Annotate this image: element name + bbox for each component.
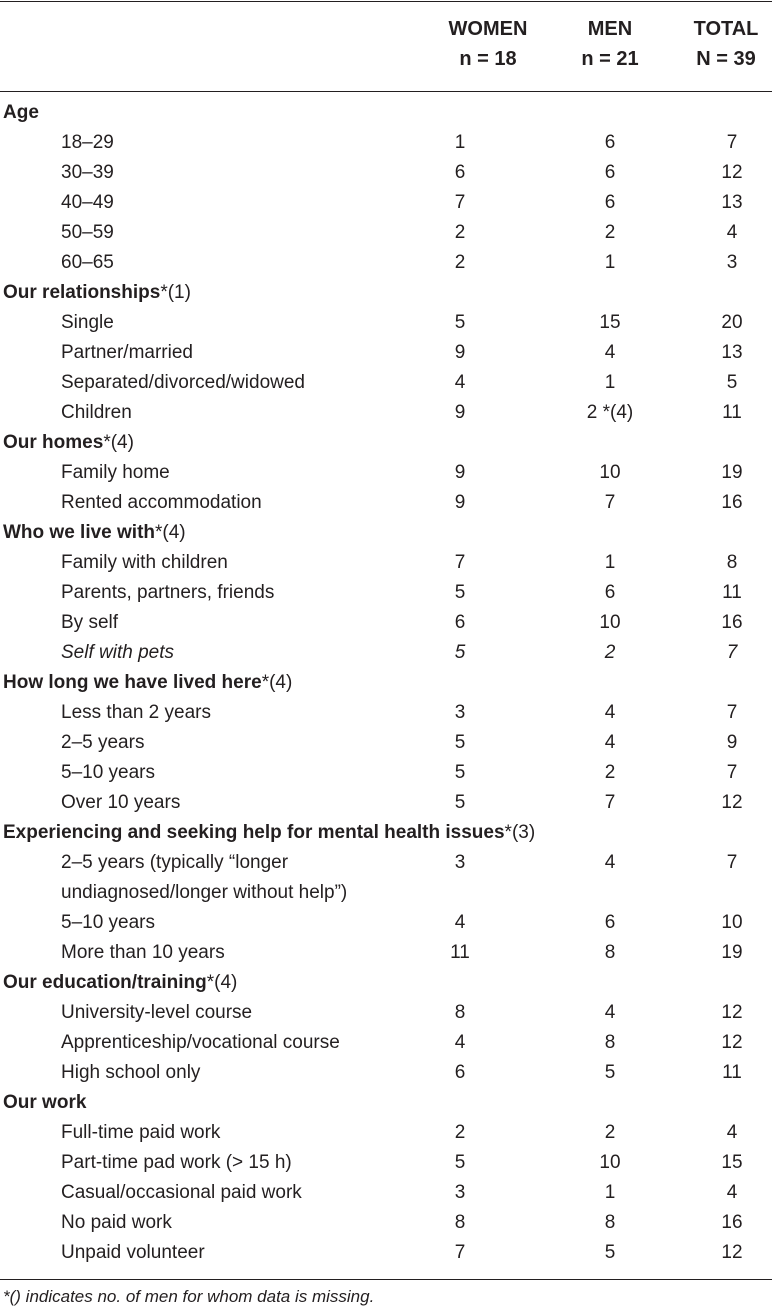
category-missing-note: *(4) (261, 672, 293, 693)
table-row (0, 1178, 772, 1208)
row-label: Over 10 years (61, 792, 181, 813)
total-value: 12 (721, 792, 743, 813)
table-row (0, 1058, 772, 1088)
women-value: 5 (454, 762, 466, 783)
row-label: No paid work (61, 1212, 172, 1233)
table-row (0, 1148, 772, 1178)
women-value: 4 (454, 1032, 466, 1053)
men-value: 10 (599, 1152, 621, 1173)
category-missing-note: *(1) (160, 282, 191, 303)
men-value: 4 (604, 852, 616, 873)
table-row (0, 1208, 772, 1238)
category-row (0, 968, 772, 998)
women-value: 7 (454, 552, 466, 573)
table-row (0, 398, 772, 428)
category-missing-note: *(3) (504, 822, 536, 843)
total-value: 12 (721, 1002, 743, 1023)
table-row (0, 458, 772, 488)
women-value: 3 (454, 852, 466, 873)
total-value: 20 (721, 312, 743, 333)
row-label: Partner/married (61, 342, 193, 363)
men-value: 5 (604, 1062, 616, 1083)
women-value: 5 (454, 792, 466, 813)
row-label: 5–10 years (61, 762, 156, 783)
row-label: Children (61, 402, 132, 423)
row-label: By self (61, 612, 119, 633)
table-row (0, 848, 772, 908)
men-value: 1 (604, 252, 616, 273)
women-value: 5 (454, 1152, 466, 1173)
women-value: 5 (454, 312, 466, 333)
table-row (0, 218, 772, 248)
women-value: 2 (454, 252, 466, 273)
total-value: 7 (726, 132, 738, 153)
table-row (0, 938, 772, 968)
category-row (0, 1088, 772, 1118)
total-value: 8 (726, 552, 738, 573)
row-label: High school only (61, 1062, 201, 1083)
table-row (0, 248, 772, 278)
table-row (0, 188, 772, 218)
total-value: 3 (726, 252, 738, 273)
category-row (0, 428, 772, 458)
table-row (0, 368, 772, 398)
men-value: 2 *(4) (586, 402, 634, 423)
women-value: 8 (454, 1002, 466, 1023)
women-value: 3 (454, 702, 466, 723)
table-row (0, 1118, 772, 1148)
men-value: 7 (604, 792, 616, 813)
footnote: *() indicates no. of men for whom data is missing. (3, 1287, 375, 1306)
column-header-men-title: MEN (587, 18, 633, 40)
women-value: 7 (454, 1242, 466, 1263)
total-value: 7 (726, 642, 738, 663)
men-value: 2 (604, 762, 616, 783)
row-label: 2–5 years (61, 732, 145, 753)
row-label: University-level course (61, 1002, 253, 1023)
table-row (0, 908, 772, 938)
table-row (0, 308, 772, 338)
category-name: Our homes (3, 432, 104, 453)
total-value: 7 (726, 852, 738, 873)
total-value: 11 (722, 1062, 742, 1083)
row-label: Family home (61, 462, 170, 483)
row-label: Part-time pad work (> 15 h) (61, 1152, 292, 1173)
men-value: 10 (599, 612, 621, 633)
category-row (0, 278, 772, 308)
men-value: 6 (604, 582, 616, 603)
women-value: 6 (454, 162, 466, 183)
women-value: 9 (454, 342, 466, 363)
women-value: 8 (454, 1212, 466, 1233)
row-label: 30–39 (61, 162, 114, 183)
table-row (0, 728, 772, 758)
table-row (0, 788, 772, 818)
column-header-total-count: N = 39 (696, 48, 756, 70)
men-value: 2 (604, 1122, 616, 1143)
total-value: 12 (721, 162, 743, 183)
men-value: 1 (604, 372, 616, 393)
women-value: 5 (454, 582, 466, 603)
men-value: 1 (604, 552, 616, 573)
men-value: 2 (604, 642, 616, 663)
column-header-men (548, 14, 672, 74)
men-value: 7 (604, 492, 616, 513)
men-value: 8 (604, 1032, 616, 1053)
men-value: 6 (604, 192, 616, 213)
women-value: 4 (454, 372, 466, 393)
table-body (0, 98, 772, 1268)
women-value: 9 (454, 462, 466, 483)
total-value: 16 (721, 612, 743, 633)
men-value: 15 (599, 312, 621, 333)
category-name: Who we live with (3, 522, 156, 543)
men-value: 1 (604, 1182, 616, 1203)
row-label: Family with children (61, 552, 228, 573)
total-value: 4 (726, 222, 738, 243)
men-value: 6 (604, 132, 616, 153)
men-value: 8 (604, 1212, 616, 1233)
women-value: 11 (450, 942, 470, 963)
category-missing-note: *(4) (155, 522, 186, 543)
men-value: 6 (604, 162, 616, 183)
row-label: Apprenticeship/vocational course (61, 1032, 340, 1053)
column-header-total-title: TOTAL (693, 18, 759, 40)
women-value: 1 (454, 132, 466, 153)
table-row (0, 638, 772, 668)
table-row (0, 698, 772, 728)
row-label: Casual/occasional paid work (61, 1182, 302, 1203)
table-row (0, 998, 772, 1028)
table-row (0, 158, 772, 188)
row-label: Rented accommodation (61, 492, 262, 513)
row-label: Unpaid volunteer (61, 1242, 205, 1263)
women-value: 2 (454, 1122, 466, 1143)
women-value: 5 (454, 732, 466, 753)
men-value: 8 (604, 942, 616, 963)
table-row (0, 338, 772, 368)
total-value: 7 (726, 762, 738, 783)
category-row (0, 98, 772, 128)
table-bottom-rule (0, 1279, 772, 1280)
row-label: More than 10 years (61, 942, 225, 963)
table-row (0, 128, 772, 158)
row-label: Full-time paid work (61, 1122, 221, 1143)
total-value: 15 (721, 1152, 743, 1173)
category-name: Our education/training (3, 972, 207, 993)
total-value: 12 (721, 1242, 743, 1263)
column-header-women-count: n = 18 (459, 48, 517, 70)
table-top-rule (0, 1, 772, 2)
category-missing-note: *(4) (206, 972, 238, 993)
row-label: 40–49 (61, 192, 114, 213)
header-rule (0, 91, 772, 92)
women-value: 4 (454, 912, 466, 933)
category-row (0, 668, 772, 698)
row-label: 18–29 (61, 132, 114, 153)
category-name: How long we have lived here (3, 672, 262, 693)
row-label: 5–10 years (61, 912, 156, 933)
men-value: 4 (604, 732, 616, 753)
category-name: Age (3, 102, 39, 123)
row-label: 2–5 years (typically “longer undiagnosed/longer without help”) (61, 852, 348, 903)
row-label: Single (61, 312, 114, 333)
row-label: 60–65 (61, 252, 114, 273)
table-row (0, 758, 772, 788)
total-value: 9 (726, 732, 738, 753)
women-value: 9 (454, 402, 466, 423)
total-value: 11 (722, 582, 742, 603)
total-value: 13 (721, 192, 743, 213)
total-value: 4 (726, 1182, 738, 1203)
men-value: 5 (604, 1242, 616, 1263)
table-row (0, 1238, 772, 1268)
total-value: 12 (721, 1032, 743, 1053)
total-value: 19 (721, 942, 743, 963)
total-value: 4 (726, 1122, 738, 1143)
men-value: 4 (604, 342, 616, 363)
total-value: 10 (721, 912, 743, 933)
total-value: 7 (726, 702, 738, 723)
table-row (0, 578, 772, 608)
category-name: Our relationships (3, 282, 161, 303)
table-row (0, 488, 772, 518)
women-value: 9 (454, 492, 466, 513)
women-value: 6 (454, 1062, 466, 1083)
table-row (0, 548, 772, 578)
total-value: 13 (721, 342, 743, 363)
category-row (0, 818, 772, 848)
category-name: Our work (3, 1092, 87, 1113)
column-header-women-title: WOMEN (448, 18, 528, 40)
column-header-women (428, 14, 548, 74)
row-label: Less than 2 years (61, 702, 211, 723)
women-value: 3 (454, 1182, 466, 1203)
men-value: 4 (604, 702, 616, 723)
row-label: Separated/divorced/widowed (61, 372, 305, 393)
total-value: 11 (722, 402, 742, 423)
category-name: Experiencing and seeking help for mental health issues (3, 822, 505, 843)
column-header-men-count: n = 21 (581, 48, 639, 70)
total-value: 19 (721, 462, 743, 483)
men-value: 4 (604, 1002, 616, 1023)
row-label: 50–59 (61, 222, 114, 243)
women-value: 5 (454, 642, 466, 663)
women-value: 7 (454, 192, 466, 213)
category-missing-note: *(4) (103, 432, 134, 453)
table-row (0, 1028, 772, 1058)
women-value: 6 (454, 612, 466, 633)
men-value: 10 (599, 462, 621, 483)
women-value: 2 (454, 222, 466, 243)
category-row (0, 518, 772, 548)
total-value: 16 (721, 492, 743, 513)
row-label: Parents, partners, friends (61, 582, 275, 603)
total-value: 16 (721, 1212, 743, 1233)
column-header-total (676, 14, 772, 74)
table-row (0, 608, 772, 638)
men-value: 2 (604, 222, 616, 243)
total-value: 5 (726, 372, 738, 393)
row-label: Self with pets (61, 642, 174, 663)
men-value: 6 (604, 912, 616, 933)
